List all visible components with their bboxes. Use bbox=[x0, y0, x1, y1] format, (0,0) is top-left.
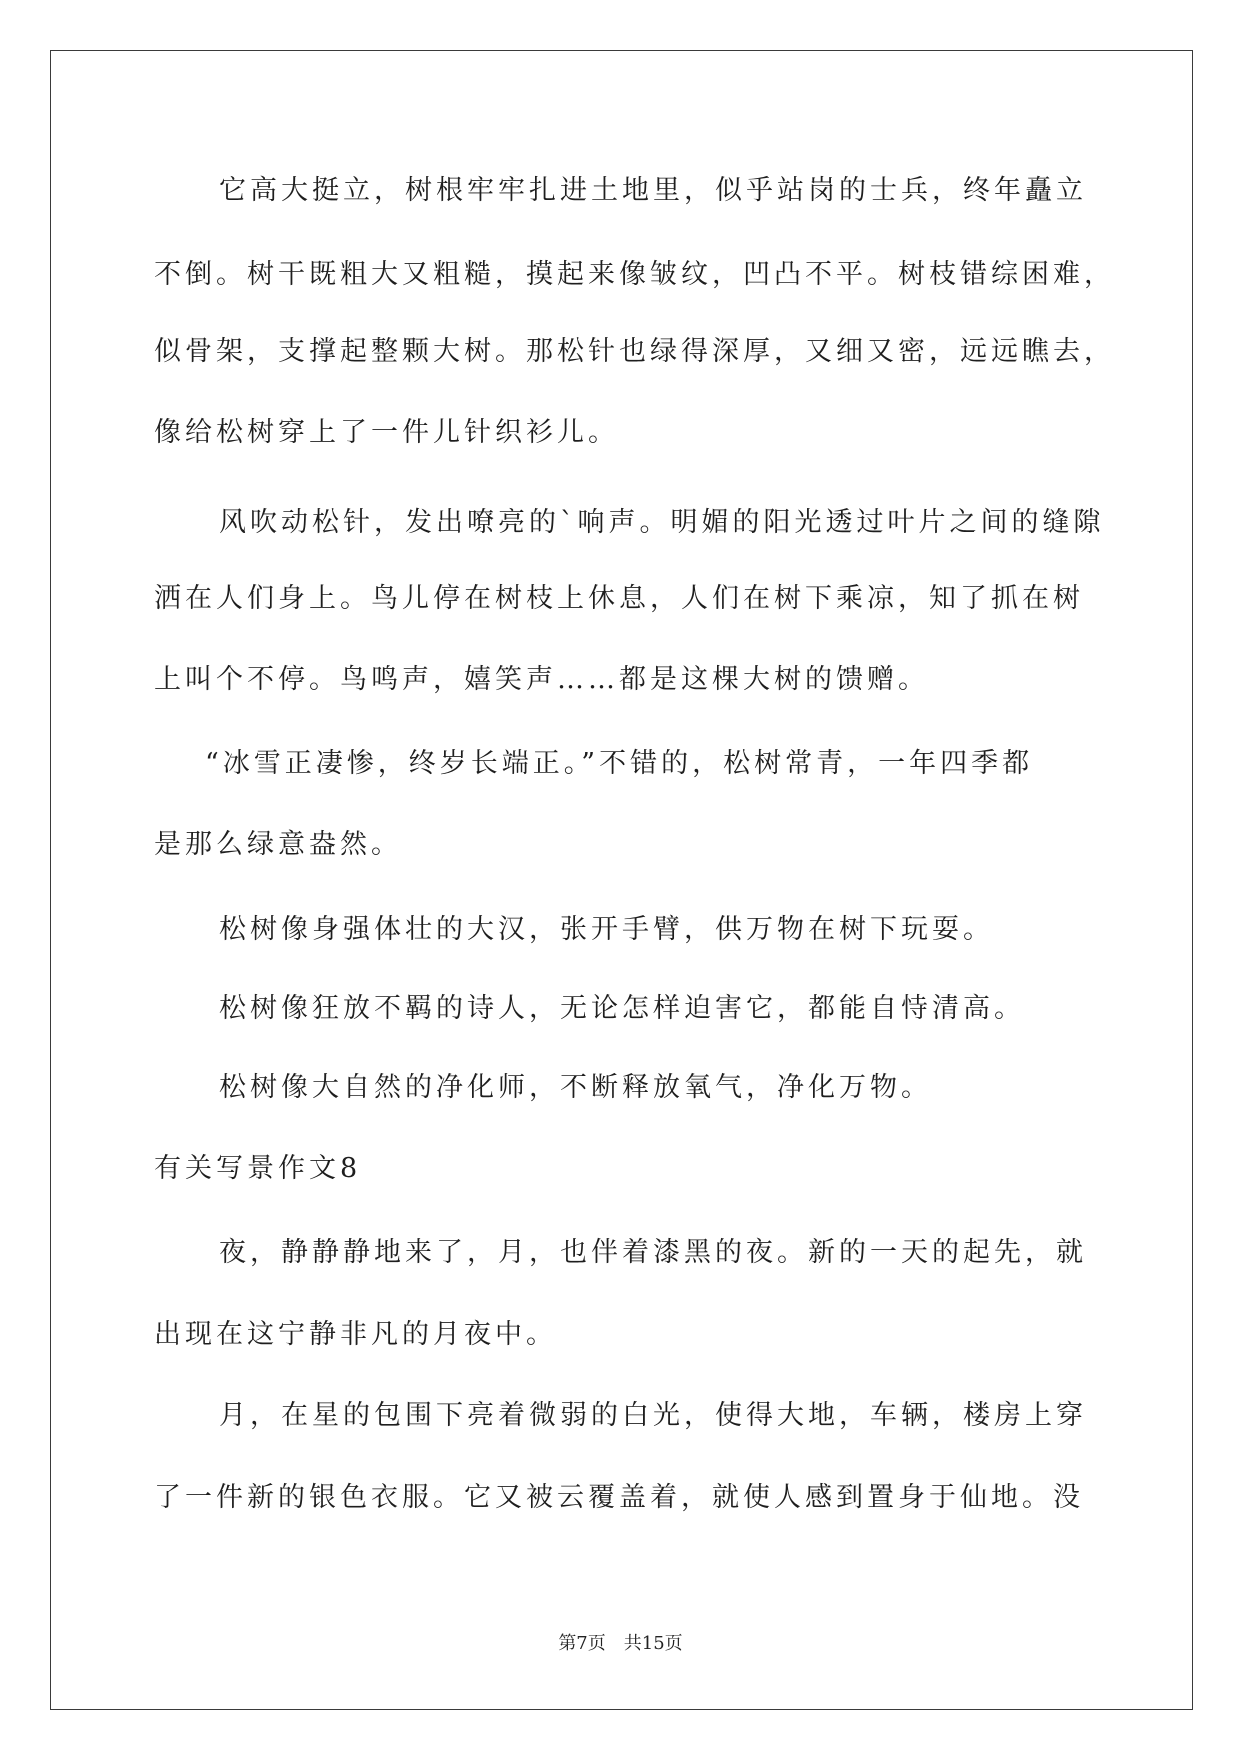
paragraph-line: 月，在星的包围下亮着微弱的白光，使得大地，车辆，楼房上穿 bbox=[219, 1400, 1087, 1431]
paragraph-line: 似骨架，支撑起整颗大树。那松针也绿得深厚，又细又密，远远瞧去， bbox=[154, 336, 1115, 367]
page-number: 第7页 bbox=[558, 1633, 606, 1654]
paragraph-line: 出现在这宁静非凡的月夜中。 bbox=[154, 1319, 557, 1350]
page-total: 共15页 bbox=[623, 1633, 683, 1654]
page-border bbox=[50, 50, 1193, 1710]
paragraph-line: 像给松树穿上了一件儿针织衫儿。 bbox=[154, 417, 619, 448]
paragraph-line: 是那么绿意盎然。 bbox=[154, 829, 402, 860]
paragraph-line: 不倒。树干既粗大又粗糙，摸起来像皱纹，凹凸不平。树枝错综困难， bbox=[154, 259, 1115, 290]
paragraph-line: 松树像狂放不羁的诗人，无论怎样迫害它，都能自恃清高。 bbox=[219, 993, 1025, 1024]
paragraph-line: 它高大挺立，树根牢牢扎进土地里，似乎站岗的士兵，终年矗立 bbox=[219, 175, 1087, 206]
paragraph-line: 上叫个不停。鸟鸣声，嬉笑声……都是这棵大树的馈赠。 bbox=[154, 664, 929, 695]
paragraph-line: “冰雪正凄惨，终岁长端正。”不错的，松树常青，一年四季都 bbox=[205, 748, 1034, 779]
section-heading: 有关写景作文8 bbox=[154, 1153, 362, 1184]
paragraph-line: 松树像大自然的净化师，不断释放氧气，净化万物。 bbox=[219, 1072, 932, 1103]
paragraph-line: 了一件新的银色衣服。它又被云覆盖着，就使人感到置身于仙地。没 bbox=[154, 1482, 1084, 1513]
page-footer bbox=[0, 1632, 1241, 1656]
paragraph-line: 风吹动松针，发出嘹亮的`响声。明媚的阳光透过叶片之间的缝隙 bbox=[219, 507, 1105, 538]
paragraph-line: 洒在人们身上。鸟儿停在树枝上休息，人们在树下乘凉，知了抓在树 bbox=[154, 583, 1084, 614]
paragraph-line: 夜，静静静地来了，月，也伴着漆黑的夜。新的一天的起先，就 bbox=[219, 1237, 1087, 1268]
paragraph-line: 松树像身强体壮的大汉，张开手臂，供万物在树下玩耍。 bbox=[219, 914, 994, 945]
